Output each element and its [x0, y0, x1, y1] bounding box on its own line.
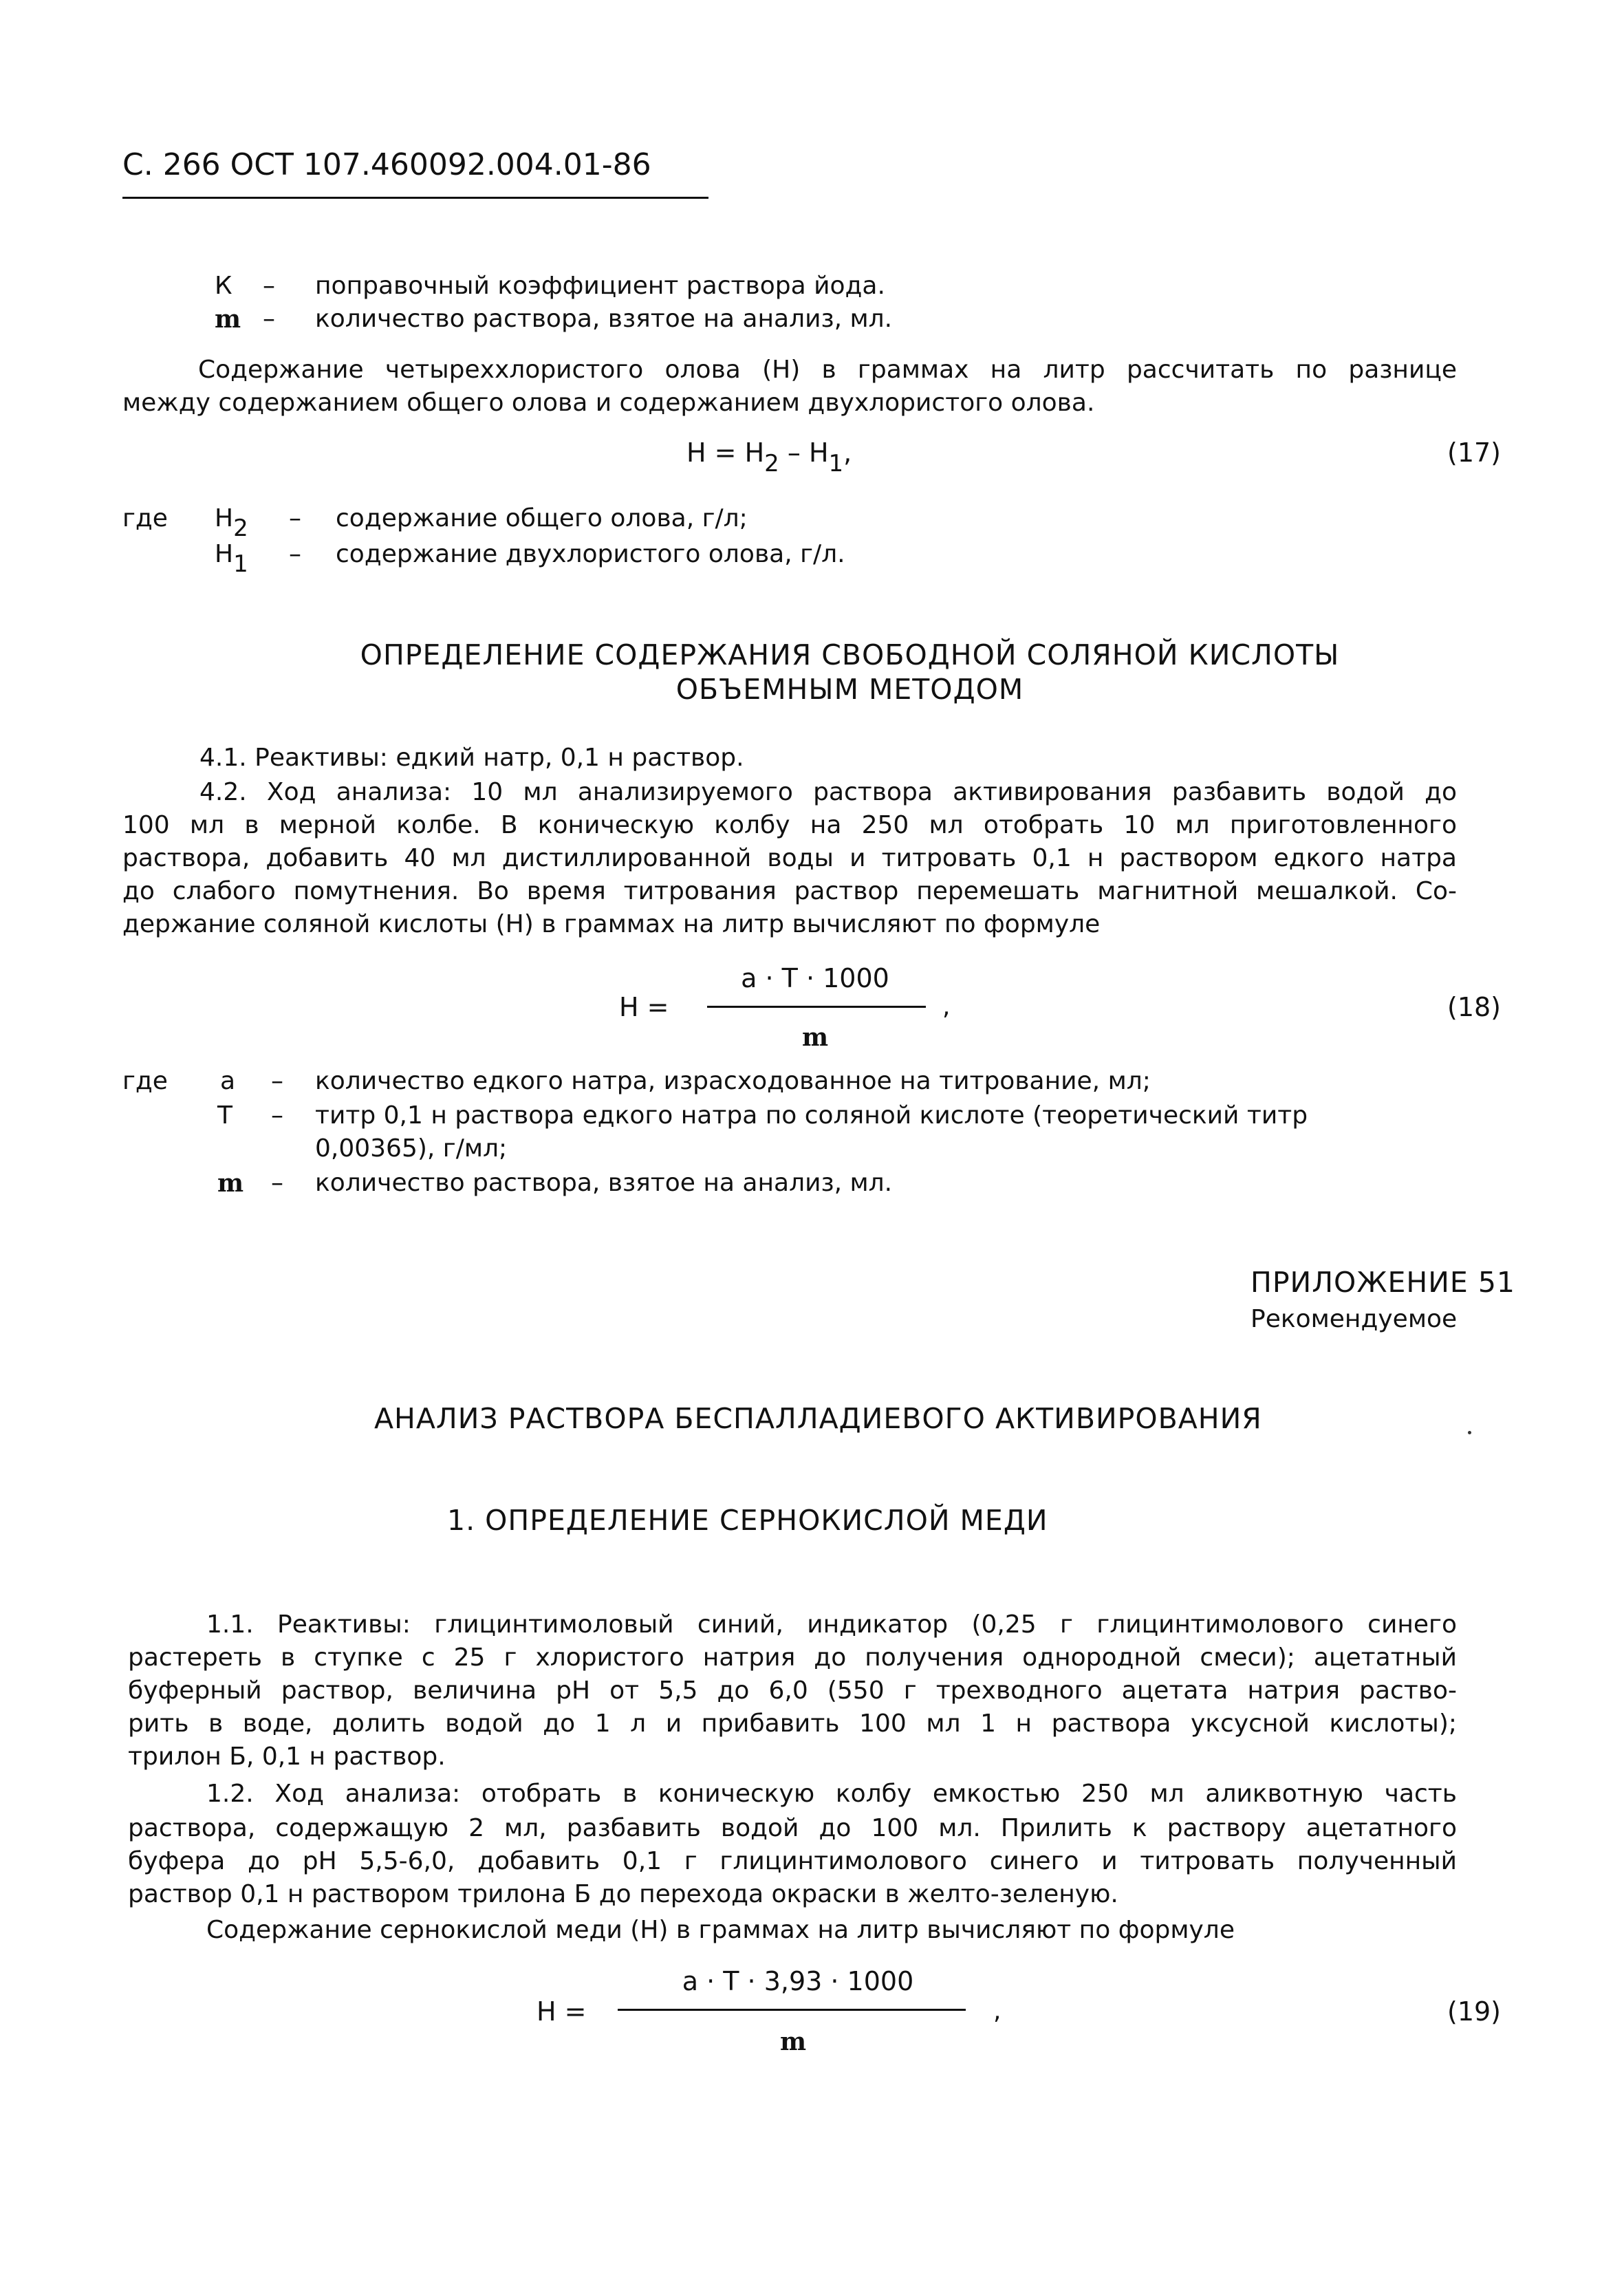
equation-17 [686, 436, 852, 477]
section-title: ОБЪЕМНЫМ МЕТОДОМ [675, 673, 1024, 706]
eq18-fraction-bar [707, 1006, 926, 1008]
where-symbol: m [217, 1169, 244, 1198]
paragraph-line: буферный раствор, величина рН от 5,5 до 6,0 (550 г трехводного ацетата натрия раство- [128, 1676, 1457, 1705]
eq19-denominator: m [779, 2027, 807, 2056]
paragraph-line: между содержанием общего олова и содержанием двухлористого олова. [122, 389, 1095, 417]
eq17-mid: – Н [779, 438, 829, 468]
where-text: содержание двухлористого олова, г/л. [336, 540, 845, 568]
eq17-sub1: 1 [828, 450, 844, 477]
where-symbol: а [220, 1067, 236, 1095]
paragraph-line: 4.2. Ход анализа: 10 мл анализируемого раствора активирования разбавить водой до [199, 778, 1457, 806]
paragraph-line: 1.2. Ход анализа: отобрать в коническую колбу емкостью 250 мл аликвотную часть [206, 1780, 1457, 1808]
page-header: С. 266 ОСТ 107.460092.004.01-86 [122, 147, 651, 182]
paragraph-line: держание соляной кислоты (Н) в граммах на литр вычисляют по формуле [122, 910, 1101, 938]
paragraph-line: Содержание сернокислой меди (Н) в граммах на литр вычисляют по формуле [206, 1916, 1235, 1944]
def-dash: – [263, 305, 275, 333]
where-symbol: Н1 [215, 540, 248, 578]
eq19-tail: , [993, 1997, 1002, 2025]
def-text: количество раствора, взятое на анализ, мл. [315, 305, 893, 333]
eq18-lhs: Н = [619, 992, 669, 1022]
analysis-title: АНАЛИЗ РАСТВОРА БЕСПАЛЛАДИЕВОГО АКТИВИРОВАНИЯ [374, 1402, 1262, 1435]
paragraph-line: раствор 0,1 н раствором трилона Б до перехода окраски в желто-зеленую. [128, 1880, 1118, 1908]
where-label: где [122, 504, 168, 532]
paragraph-line: 100 мл в мерной колбе. В коническую колбу на 250 мл отобрать 10 мл приготовленного [122, 811, 1457, 839]
where-dash: – [271, 1169, 283, 1197]
def-symbol: К [215, 272, 232, 300]
where-dash: – [271, 1101, 283, 1130]
equation-number: (17) [1447, 438, 1502, 468]
def-text: поправочный коэффициент раствора йода. [315, 272, 885, 300]
where-dash: – [289, 504, 301, 532]
paragraph-line: трилон Б, 0,1 н раствор. [128, 1743, 446, 1771]
appendix-label: ПРИЛОЖЕНИЕ 51 [1251, 1266, 1516, 1299]
eq18-tail: , [942, 993, 951, 1021]
paragraph-line: 4.1. Реактивы: едкий натр, 0,1 н раствор. [199, 744, 744, 772]
where-symbol: Н2 [215, 504, 248, 542]
scan-dot [1468, 1431, 1471, 1434]
eq19-numerator: а · Т · 3,93 · 1000 [682, 1966, 914, 1996]
where-text: количество раствора, взятое на анализ, мл. [315, 1169, 893, 1197]
eq17-sub2: 2 [764, 450, 779, 477]
where-dash: – [271, 1067, 283, 1095]
where-text: содержание общего олова, г/л; [336, 504, 748, 532]
where-dash: – [289, 540, 301, 568]
eq18-denominator: m [801, 1023, 829, 1052]
where-symbol: Т [217, 1101, 232, 1130]
where-text: 0,00365), г/мл; [315, 1134, 508, 1163]
paragraph-line: Содержание четыреххлористого олова (Н) в граммах на литр рассчитать по разнице [198, 356, 1457, 384]
equation-number: (18) [1447, 992, 1502, 1022]
where-text: титр 0,1 н раствора едкого натра по соляной кислоте (теоретический титр [315, 1101, 1308, 1130]
paragraph-line: раствора, содержащую 2 мл, разбавить водой до 100 мл. Прилить к раствору ацетатного [128, 1814, 1457, 1842]
eq19-lhs: Н = [537, 1996, 587, 2027]
paragraph-line: до слабого помутнения. Во время титрования раствор перемешать магнитной мешалкой. Со- [122, 877, 1457, 905]
paragraph-line: буфера до рН 5,5-6,0, добавить 0,1 г глицинтимолового синего и титровать полученный [128, 1847, 1457, 1875]
paragraph-line: 1.1. Реактивы: глицинтимоловый синий, индикатор (0,25 г глицинтимолового синего [206, 1610, 1457, 1639]
eq18-numerator: а · Т · 1000 [741, 963, 889, 993]
header-underline [122, 197, 708, 199]
paragraph-line: раствора, добавить 40 мл дистиллированной воды и титровать 0,1 н раствором едкого натра [122, 844, 1457, 872]
paragraph-line: рить в воде, долить водой до 1 л и прибавить 100 мл 1 н раствора уксусной кислоты); [128, 1710, 1457, 1738]
def-symbol: m [215, 305, 241, 334]
where-text: количество едкого натра, израсходованное на титрование, мл; [315, 1067, 1151, 1095]
eq17-lhs: Н = Н [686, 438, 765, 468]
eq17-tail: , [843, 438, 852, 468]
paragraph-line: растереть в ступке с 25 г хлористого натрия до получения однородной смеси); ацетатный [128, 1643, 1457, 1672]
appendix-type: Рекомендуемое [1251, 1305, 1458, 1333]
where-label: где [122, 1067, 168, 1095]
section-title: 1. ОПРЕДЕЛЕНИЕ СЕРНОКИСЛОЙ МЕДИ [447, 1504, 1048, 1537]
eq19-fraction-bar [618, 2009, 966, 2011]
def-dash: – [263, 272, 275, 300]
section-title: ОПРЕДЕЛЕНИЕ СОДЕРЖАНИЯ СВОБОДНОЙ СОЛЯНОЙ КИСЛОТЫ [360, 638, 1340, 671]
equation-number: (19) [1447, 1996, 1502, 2027]
